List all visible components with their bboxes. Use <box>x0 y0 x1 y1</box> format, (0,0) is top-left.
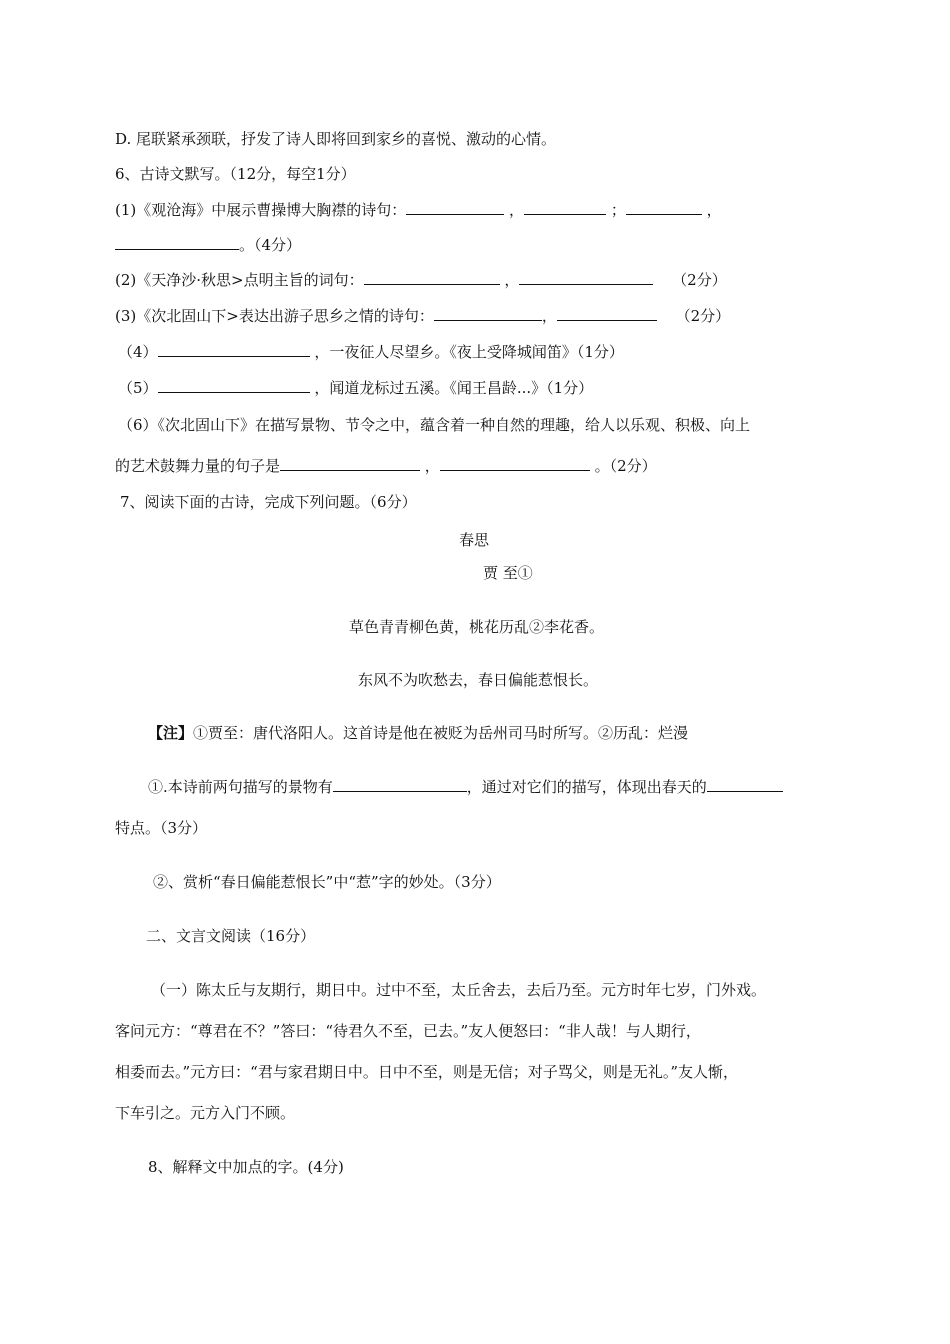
question-6-6-line1: （6）《次北固山下》在描写景物、节令之中，蕴含着一种自然的理趣，给人以乐观、积极、向上 <box>118 416 751 434</box>
answer-blank[interactable] <box>280 456 420 471</box>
q7-1-prefix: ①.本诗前两句描写的景物有 <box>148 778 333 796</box>
q6-1-end: 。（4分） <box>239 236 302 254</box>
comma: ， <box>424 457 440 475</box>
semicolon: ； <box>610 201 626 219</box>
q6-2-score: （2分） <box>672 271 727 289</box>
comma: ， <box>706 201 722 219</box>
q6-6-end: 。（2分） <box>594 457 657 475</box>
q6-5-suffix: ，闻道龙标过五溪。《闻王昌龄...》（1分） <box>314 379 594 397</box>
question-6-3 <box>115 306 730 326</box>
answer-blank[interactable] <box>364 270 500 285</box>
note-label: 【注】 <box>148 724 194 742</box>
q6-2-prefix: (2)《天净沙·秋思>点明主旨的词句： <box>115 271 364 289</box>
question-6-6-line2 <box>115 456 657 476</box>
q7-1-mid: ，通过对它们的描写，体现出春天的 <box>466 778 707 796</box>
answer-blank[interactable] <box>707 777 783 792</box>
q6-6-prefix: 的艺术鼓舞力量的句子是 <box>115 457 281 475</box>
q6-3-score: （2分） <box>675 307 731 325</box>
question-6-1-cont <box>115 235 301 255</box>
passage-line-4: 下车引之。元方入门不顾。 <box>115 1104 296 1122</box>
q6-3-prefix: (3)《次北固山下>表达出游子思乡之情的诗句： <box>115 307 434 325</box>
q6-4-suffix: ，一夜征人尽望乡。《夜上受降城闻笛》（1分） <box>314 343 624 361</box>
comma: ， <box>509 201 525 219</box>
answer-blank[interactable] <box>440 456 590 471</box>
comma: ， <box>541 307 557 325</box>
question-6-5 <box>118 378 593 398</box>
answer-blank[interactable] <box>406 200 504 215</box>
passage-line-1: （一）陈太丘与友期行，期日中。过中不至，太丘舍去，去后乃至。元方时年七岁，门外戏。 <box>151 981 767 999</box>
comma: ， <box>504 271 520 289</box>
passage-line-3: 相委而去。”元方曰：“君与家君期日中。日中不至，则是无信；对子骂父，则是无礼。”友人惭， <box>115 1063 739 1081</box>
poem-line-1: 草色青青柳色黄，桃花历乱②李花香。 <box>349 618 605 636</box>
question-6-heading: 6、古诗文默写。（12分，每空1分） <box>115 165 356 183</box>
question-6-2 <box>115 270 727 290</box>
question-6-1 <box>115 200 722 220</box>
answer-blank[interactable] <box>158 378 310 393</box>
q6-5-prefix: （5） <box>118 379 158 397</box>
question-8: 8、解释文中加点的字。(4分) <box>148 1158 344 1176</box>
poem-author: 贾 至① <box>483 564 533 582</box>
poem-line-2: 东风不为吹愁去，春日偏能惹恨长。 <box>358 671 599 689</box>
q6-4-prefix: （4） <box>118 343 158 361</box>
answer-blank[interactable] <box>519 270 653 285</box>
answer-blank[interactable] <box>626 200 702 215</box>
option-d: D. 尾联紧承颈联，抒发了诗人即将回到家乡的喜悦、激动的心情。 <box>115 130 557 148</box>
passage-line-2: 客问元方：“尊君在不？”答曰：“待君久不至，已去。”友人便怒曰：“非人哉！与人期行， <box>115 1022 701 1040</box>
question-7-2: ②、赏析“春日偏能惹恨长”中“惹”字的妙处。（3分） <box>153 873 501 891</box>
answer-blank[interactable] <box>158 342 310 357</box>
answer-blank[interactable] <box>333 777 467 792</box>
question-7-1 <box>148 777 783 797</box>
question-6-4 <box>118 342 624 362</box>
poem-title: 春思 <box>459 531 490 549</box>
q6-1-prefix: (1)《观沧海》中展示曹操博大胸襟的诗句： <box>115 201 407 219</box>
answer-blank[interactable] <box>115 235 239 250</box>
answer-blank[interactable] <box>557 306 657 321</box>
question-7-heading: 7、阅读下面的古诗，完成下列问题。（6分） <box>120 493 417 511</box>
poem-note <box>148 723 688 743</box>
section-2-heading: 二、文言文阅读（16分） <box>146 927 316 945</box>
question-7-1-cont: 特点。（3分） <box>115 819 208 837</box>
answer-blank[interactable] <box>524 200 606 215</box>
note-text: ①贾至：唐代洛阳人。这首诗是他在被贬为岳州司马时所写。②历乱：烂漫 <box>193 724 689 742</box>
answer-blank[interactable] <box>434 306 542 321</box>
